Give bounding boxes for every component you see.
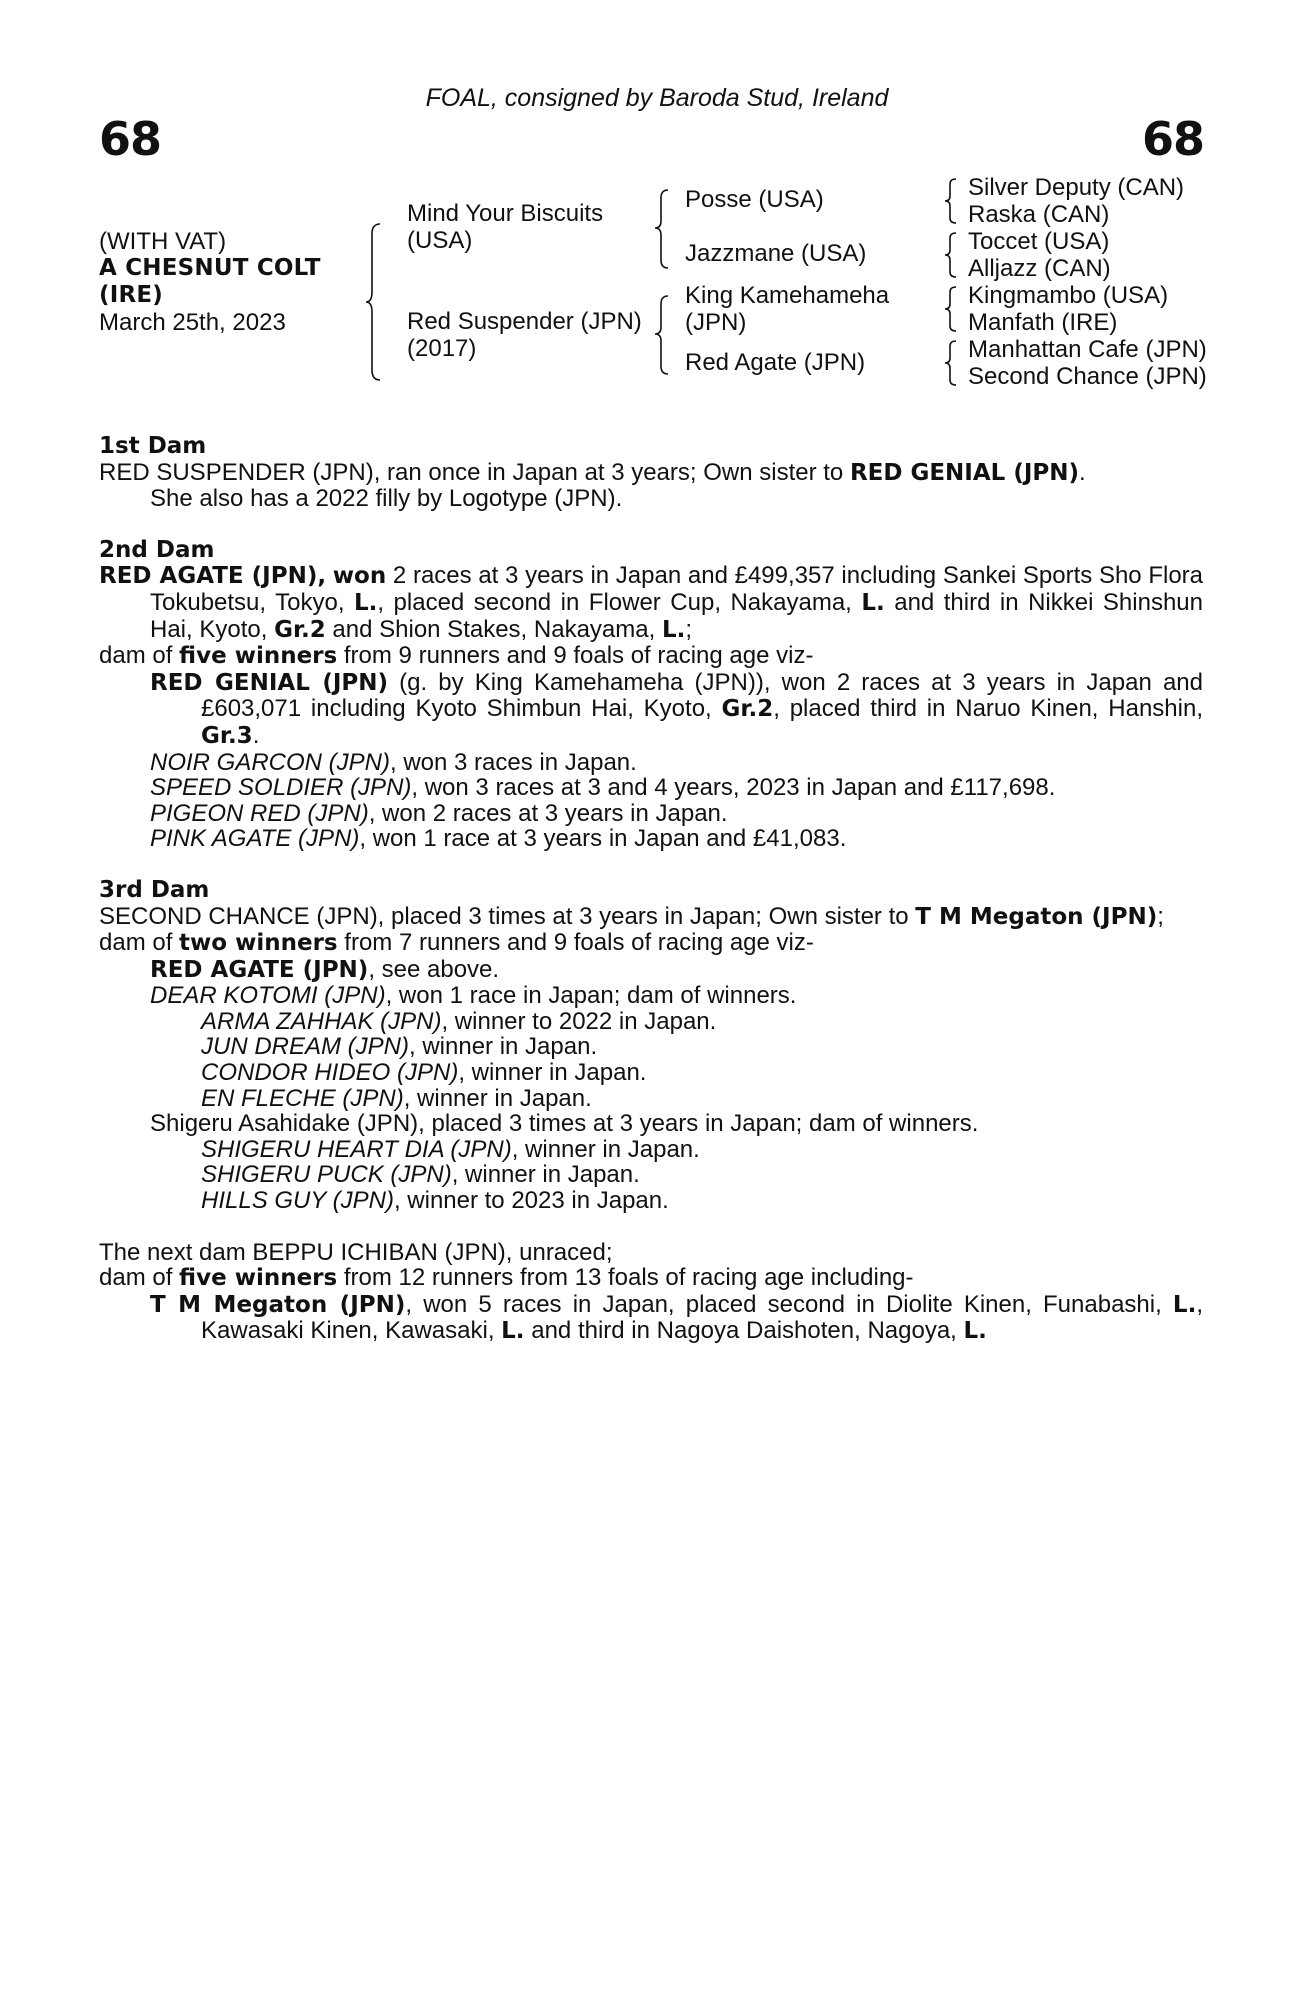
progeny-dear-kotomi: DEAR KOTOMI (JPN), won 1 race in Japan; dam of winners.	[150, 982, 797, 1010]
progeny-condor-hideo: CONDOR HIDEO (JPN), winner in Japan.	[201, 1059, 647, 1087]
pedigree-bracket-sire	[654, 188, 674, 272]
next-dam-produce-summary: dam of five winners from 12 runners from 13 foals of racing age including-	[99, 1264, 914, 1292]
progeny-speed-soldier: SPEED SOLDIER (JPN), won 3 races at 3 and 4 years, 2023 in Japan and £117,698.	[150, 774, 1056, 802]
pedigree-brace-1	[944, 177, 960, 227]
horse-description	[99, 228, 321, 336]
third-dam-produce-summary: dam of two winners from 7 runners and 9 foals of racing age viz-	[99, 929, 814, 957]
first-dam-note: She also has a 2022 filly by Logotype (JPN).	[150, 485, 623, 513]
progeny-en-fleche: EN FLECHE (JPN), winner in Japan.	[201, 1084, 592, 1112]
sire-dam: Jazzmane (USA)	[685, 240, 867, 267]
progeny-pink-agate: PINK AGATE (JPN), won 1 race at 3 years in Japan and £41,083.	[150, 825, 847, 853]
family-text	[99, 434, 1203, 1345]
progeny-pigeon-red: PIGEON RED (JPN), won 2 races at 3 years in Japan.	[150, 799, 728, 827]
lot-number-right: 68	[1141, 112, 1204, 166]
first-dam-heading: 1st Dam	[99, 433, 207, 459]
second-dam-heading: 2nd Dam	[99, 536, 215, 563]
horse-country: (IRE)	[99, 282, 164, 308]
second-dam-entry: RED AGATE (JPN), won 2 races at 3 years in Japan and £499,357 including Sankei Sports Sho Flora Tokubetsu, Tokyo, L., placed second in Flower Cup, Nakayama, L. and third in Nikkei Shinshun Hai, Kyoto, Gr.2 and Shion Stakes, Nakayama, L.;	[99, 562, 1204, 643]
pedigree-brace-3	[944, 285, 960, 335]
third-dam-entry: SECOND CHANCE (JPN), placed 3 times at 3 years in Japan; Own sister to T M Megaton (JPN);	[99, 902, 1164, 930]
pedigree-brace-2	[944, 231, 960, 281]
progeny-shigeru-puck: SHIGERU PUCK (JPN), winner in Japan.	[201, 1161, 640, 1189]
foaling-date: March 25th, 2023	[99, 309, 286, 336]
next-dam-entry: The next dam BEPPU ICHIBAN (JPN), unraced;	[99, 1238, 613, 1266]
dam-sire: King Kamehameha (JPN)	[685, 282, 890, 336]
sire: Mind Your Biscuits (USA)	[407, 200, 604, 254]
pedigree-brace-4	[944, 339, 960, 389]
progeny-tm-megaton: T M Megaton (JPN), won 5 races in Japan, placed second in Diolite Kinen, Funabashi, L., Kawasaki Kinen, Kawasaki, L. and third in Nagoya Daishoten, Nagoya, L.	[150, 1290, 1203, 1345]
pedigree-bracket-dam	[654, 294, 674, 378]
progeny-arma-zahhak: ARMA ZAHHAK (JPN), winner to 2022 in Japan.	[201, 1007, 717, 1035]
dam: Red Suspender (JPN) (2017)	[407, 308, 642, 362]
lot-number-left: 68	[99, 112, 162, 166]
great-grandparents: Silver Deputy (CAN) Raska (CAN) Toccet (USA) Alljazz (CAN) Kingmambo (USA) Manfath (IRE) Manhattan Cafe (JPN) Second Chance (JPN)	[968, 174, 1207, 390]
consignment-line: FOAL, consigned by Baroda Stud, Ireland	[425, 84, 889, 112]
sire-sire: Posse (USA)	[685, 186, 824, 213]
horse-title: A CHESNUT COLT	[99, 255, 321, 281]
progeny-red-genial: RED GENIAL (JPN) (g. by King Kamehameha (JPN)), won 2 races at 3 years in Japan and £603,071 including Kyoto Shimbun Hai, Kyoto, Gr.2, placed third in Naruo Kinen, Hanshin, Gr.3.	[150, 668, 1204, 749]
progeny-shigeru-asahidake: Shigeru Asahidake (JPN), placed 3 times at 3 years in Japan; dam of winners.	[150, 1110, 979, 1138]
progeny-red-agate: RED AGATE (JPN), see above.	[150, 955, 500, 983]
progeny-shigeru-heart-dia: SHIGERU HEART DIA (JPN), winner in Japan.	[201, 1135, 700, 1163]
third-dam-heading: 3rd Dam	[99, 876, 210, 903]
progeny-jun-dream: JUN DREAM (JPN), winner in Japan.	[201, 1033, 598, 1061]
pedigree-bracket-main	[368, 222, 388, 382]
progeny-noir-garcon: NOIR GARCON (JPN), won 3 races in Japan.	[150, 748, 637, 776]
dam-dam: Red Agate (JPN)	[685, 349, 866, 376]
first-dam-entry: RED SUSPENDER (JPN), ran once in Japan at 3 years; Own sister to RED GENIAL (JPN).	[99, 458, 1086, 486]
vat-note: (WITH VAT)	[99, 228, 227, 255]
second-dam-produce-summary: dam of five winners from 9 runners and 9 foals of racing age viz-	[99, 642, 814, 670]
progeny-hills-guy: HILLS GUY (JPN), winner to 2023 in Japan.	[201, 1187, 669, 1215]
